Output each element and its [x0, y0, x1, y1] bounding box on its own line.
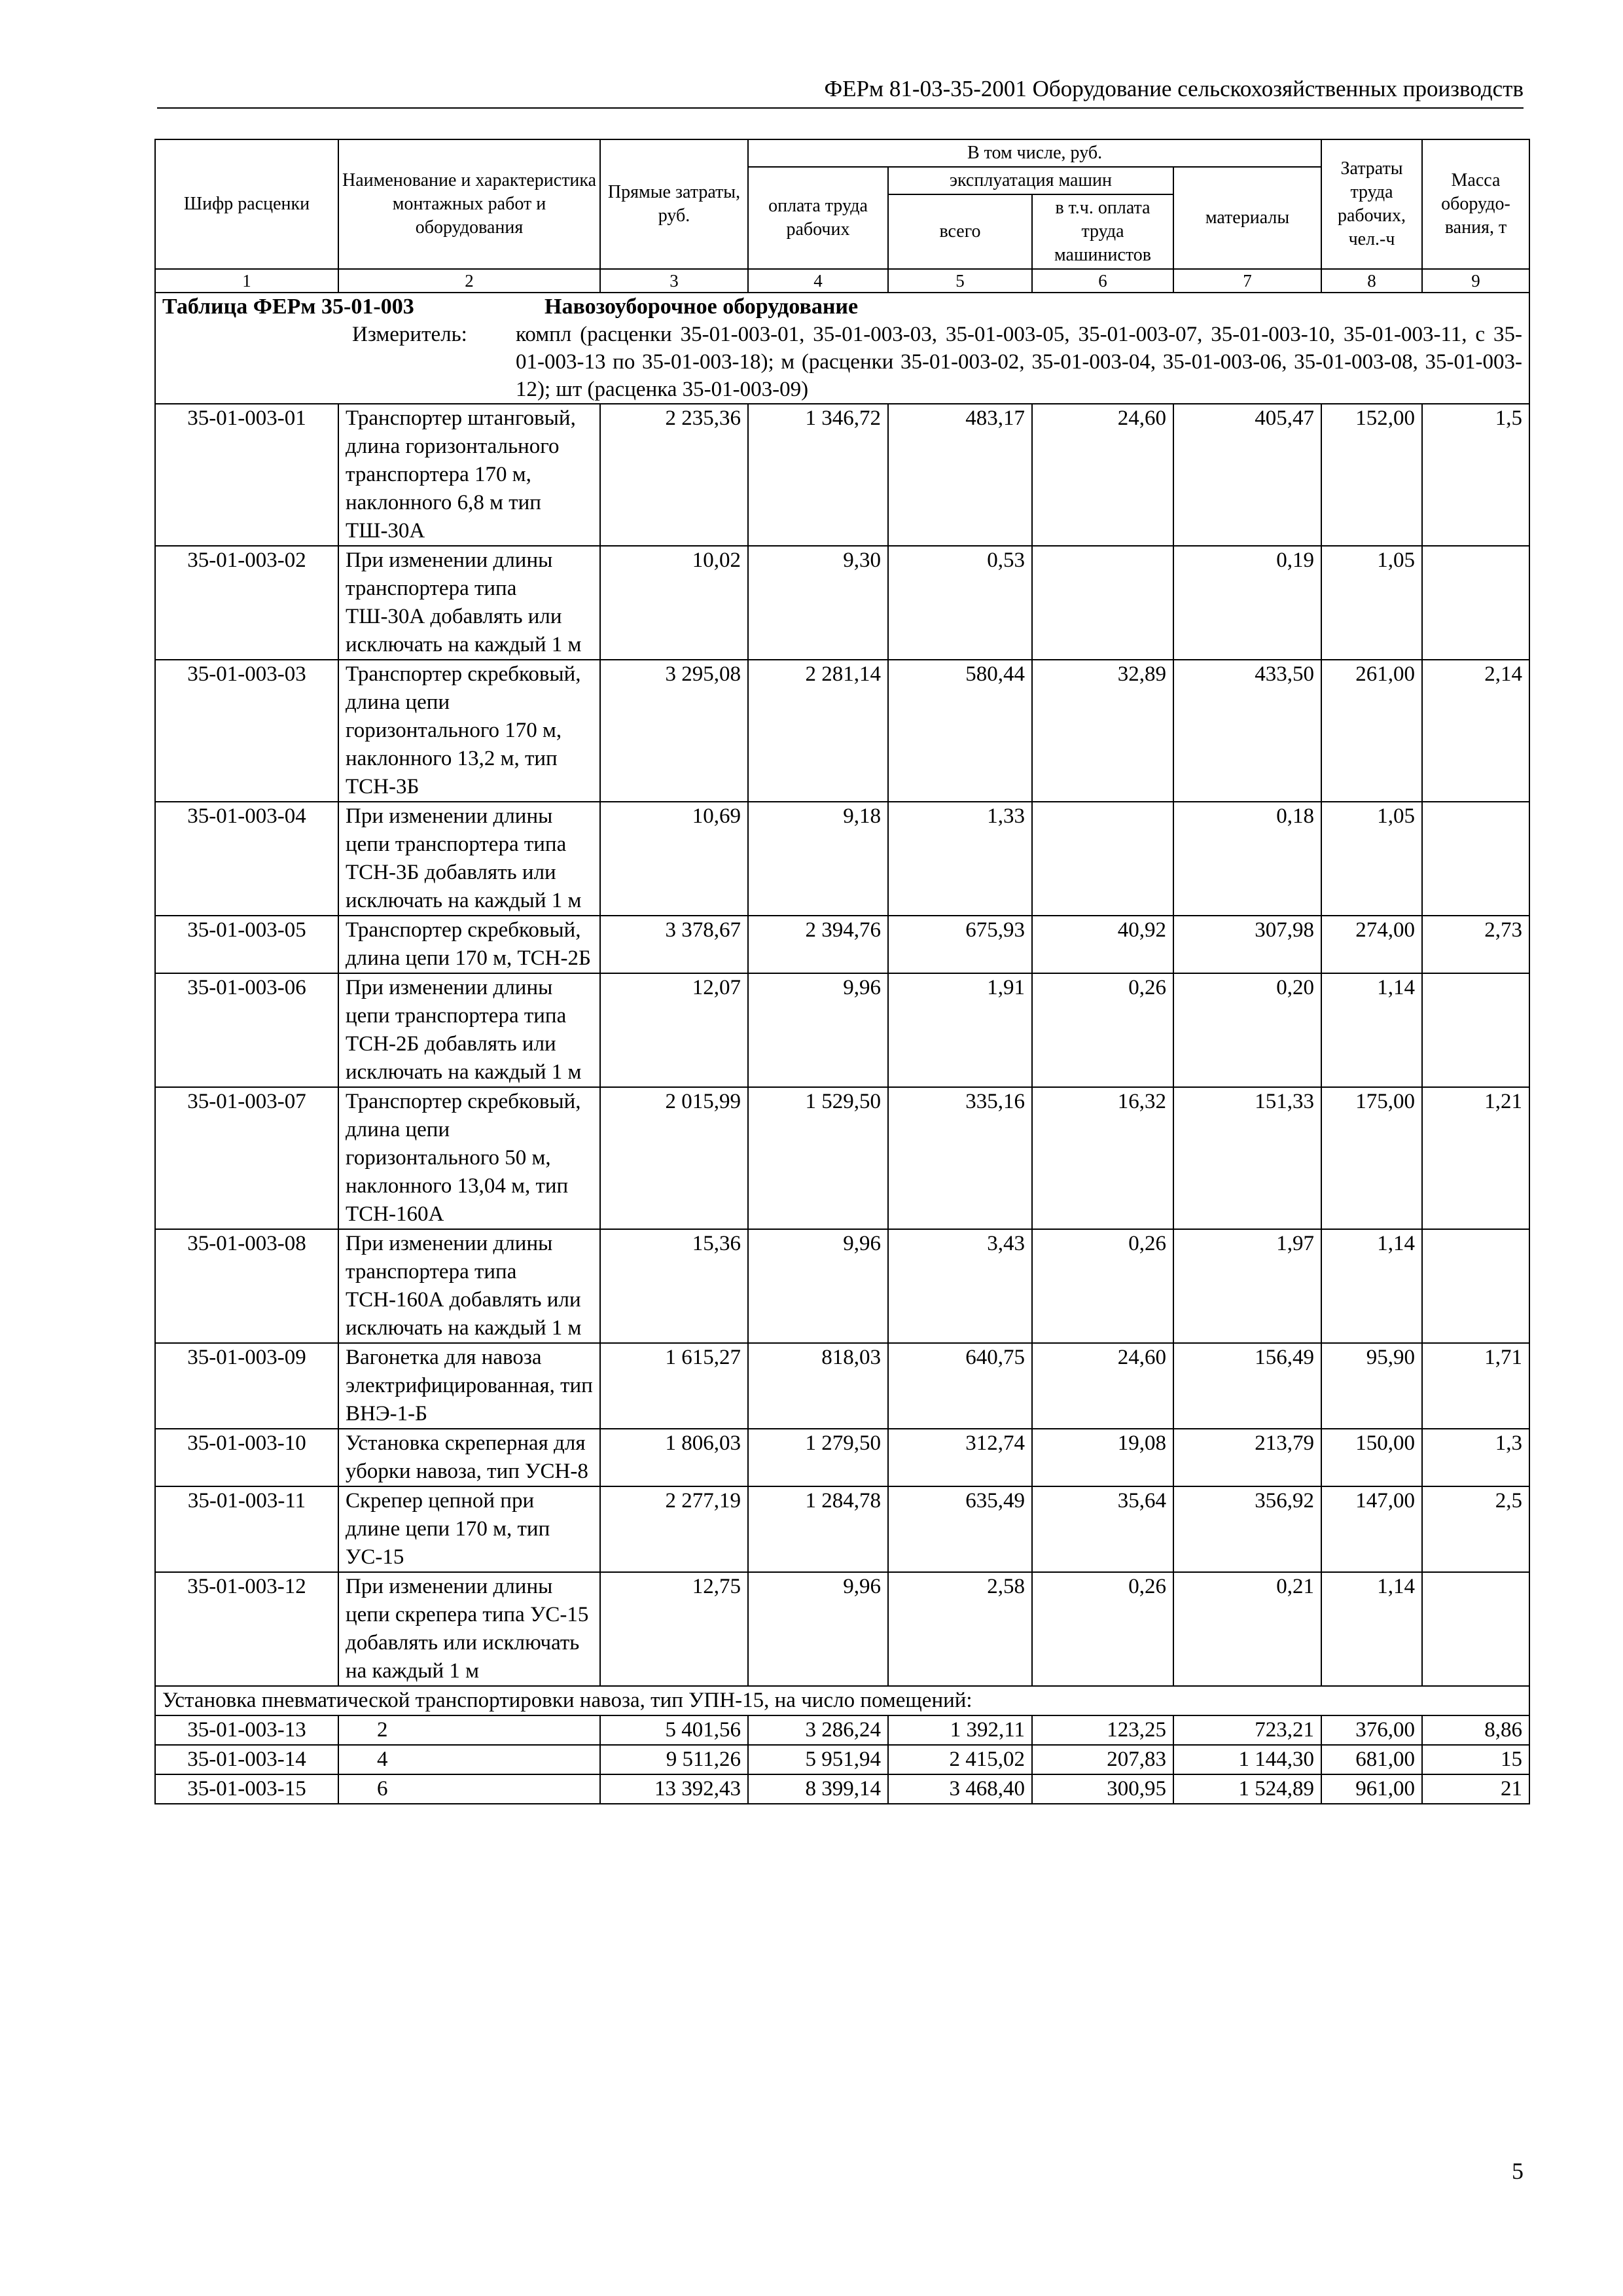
rate-name-cell: При изменении длины цепи скрепера типа УС-15 добавлять или исключать на каждый 1 м [338, 1572, 600, 1686]
rate-name-cell: Вагонетка для навоза электрифицированная, тип ВНЭ-1-Б [338, 1343, 600, 1429]
machine-cost-cell: 2,58 [888, 1572, 1032, 1686]
labor-cost-cell: 1 284,78 [748, 1486, 888, 1572]
table-row [155, 1774, 1529, 1804]
labor-hours-cell: 961,00 [1321, 1774, 1422, 1804]
machine-cost-cell: 3,43 [888, 1229, 1032, 1343]
materials-cost-cell: 1 524,89 [1173, 1774, 1321, 1804]
machine-cost-cell: 580,44 [888, 660, 1032, 802]
rate-code-cell: 35-01-003-12 [155, 1572, 338, 1686]
equipment-mass-cell [1422, 802, 1529, 916]
labor-hours-cell: 147,00 [1321, 1486, 1422, 1572]
machinist-cost-cell: 19,08 [1032, 1429, 1173, 1486]
col-number: 4 [748, 269, 888, 293]
table-row [155, 973, 1529, 1087]
subsection-title: Установка пневматической транспортировки навоза, тип УПН-15, на число помещений: [155, 1686, 1529, 1715]
labor-cost-cell: 1 529,50 [748, 1087, 888, 1229]
table-row [155, 660, 1529, 802]
materials-cost-cell: 433,50 [1173, 660, 1321, 802]
equipment-mass-cell: 2,14 [1422, 660, 1529, 802]
table-row [155, 1715, 1529, 1745]
labor-hours-cell: 376,00 [1321, 1715, 1422, 1745]
table-header [155, 139, 1529, 293]
table-row [155, 1229, 1529, 1343]
labor-hours-cell: 175,00 [1321, 1087, 1422, 1229]
equipment-mass-cell: 2,73 [1422, 916, 1529, 973]
col-number: 6 [1032, 269, 1173, 293]
machinist-cost-cell: 16,32 [1032, 1087, 1173, 1229]
direct-cost-cell: 2 277,19 [600, 1486, 748, 1572]
machine-cost-cell: 335,16 [888, 1087, 1032, 1229]
equipment-mass-cell: 21 [1422, 1774, 1529, 1804]
machinist-cost-cell: 24,60 [1032, 404, 1173, 546]
rate-name-cell: Скрепер цепной при длине цепи 170 м, тип УС-15 [338, 1486, 600, 1572]
machine-cost-cell: 1,91 [888, 973, 1032, 1087]
labor-hours-cell: 681,00 [1321, 1745, 1422, 1774]
col-number: 1 [155, 269, 338, 293]
equipment-mass-cell: 1,71 [1422, 1343, 1529, 1429]
machine-cost-cell: 3 468,40 [888, 1774, 1032, 1804]
materials-cost-cell: 405,47 [1173, 404, 1321, 546]
direct-cost-cell: 12,07 [600, 973, 748, 1087]
section-code: Таблица ФЕРм 35-01-003 [162, 295, 414, 319]
rate-name-cell: При изменении длины цепи транспортера типа ТСН-2Б добавлять или исключать на каждый 1 м [338, 973, 600, 1087]
direct-cost-cell: 10,02 [600, 546, 748, 660]
labor-cost-cell: 818,03 [748, 1343, 888, 1429]
col-header-name: Наименование и характеристика монтажных работ и оборудования [338, 139, 600, 269]
machine-cost-cell: 1 392,11 [888, 1715, 1032, 1745]
materials-cost-cell: 0,18 [1173, 802, 1321, 916]
machinist-cost-cell [1032, 802, 1173, 916]
table-row [155, 1429, 1529, 1486]
page-header-title: ФЕРм 81-03-35-2001 Оборудование сельскохозяйственных производств [157, 73, 1524, 109]
equipment-mass-cell: 2,5 [1422, 1486, 1529, 1572]
equipment-mass-cell: 15 [1422, 1745, 1529, 1774]
materials-cost-cell: 1 144,30 [1173, 1745, 1321, 1774]
rate-name-cell: Транспортер скребковый, длина цепи горизонтального 50 м, наклонного 13,04 м, тип ТСН-160А [338, 1087, 600, 1229]
table-row [155, 1572, 1529, 1686]
labor-hours-cell: 1,14 [1321, 1229, 1422, 1343]
table-row [155, 1087, 1529, 1229]
direct-cost-cell: 1 615,27 [600, 1343, 748, 1429]
labor-hours-cell: 152,00 [1321, 404, 1422, 546]
machinist-cost-cell: 123,25 [1032, 1715, 1173, 1745]
materials-cost-cell: 0,20 [1173, 973, 1321, 1087]
labor-hours-cell: 150,00 [1321, 1429, 1422, 1486]
rate-code-cell: 35-01-003-14 [155, 1745, 338, 1774]
rate-code-cell: 35-01-003-02 [155, 546, 338, 660]
labor-cost-cell: 1 346,72 [748, 404, 888, 546]
machine-cost-cell: 0,53 [888, 546, 1032, 660]
labor-hours-cell: 1,14 [1321, 973, 1422, 1087]
equipment-mass-cell [1422, 1229, 1529, 1343]
machinist-cost-cell: 32,89 [1032, 660, 1173, 802]
labor-hours-cell: 274,00 [1321, 916, 1422, 973]
rates-table [154, 139, 1530, 1804]
measure-label: Измеритель: [352, 323, 467, 346]
rate-code-cell: 35-01-003-13 [155, 1715, 338, 1745]
equipment-mass-cell [1422, 973, 1529, 1087]
direct-cost-cell: 13 392,43 [600, 1774, 748, 1804]
materials-cost-cell: 356,92 [1173, 1486, 1321, 1572]
machinist-cost-cell: 35,64 [1032, 1486, 1173, 1572]
machinist-cost-cell: 0,26 [1032, 1572, 1173, 1686]
direct-cost-cell: 15,36 [600, 1229, 748, 1343]
col-header-machines: эксплуатация машин [888, 167, 1173, 194]
col-number: 7 [1173, 269, 1321, 293]
rate-name-cell: Установка скреперная для уборки навоза, тип УСН-8 [338, 1429, 600, 1486]
table-row [155, 916, 1529, 973]
rate-code-cell: 35-01-003-06 [155, 973, 338, 1087]
rate-code-cell: 35-01-003-15 [155, 1774, 338, 1804]
direct-cost-cell: 1 806,03 [600, 1429, 748, 1486]
equipment-mass-cell: 8,86 [1422, 1715, 1529, 1745]
subsection-row [155, 1686, 1529, 1715]
labor-cost-cell: 9,18 [748, 802, 888, 916]
machine-cost-cell: 675,93 [888, 916, 1032, 973]
rate-code-cell: 35-01-003-05 [155, 916, 338, 973]
col-header-labor: оплата труда рабочих [748, 167, 888, 269]
materials-cost-cell: 723,21 [1173, 1715, 1321, 1745]
rate-code-cell: 35-01-003-10 [155, 1429, 338, 1486]
labor-cost-cell: 1 279,50 [748, 1429, 888, 1486]
equipment-mass-cell: 1,21 [1422, 1087, 1529, 1229]
col-number: 3 [600, 269, 748, 293]
direct-cost-cell: 3 295,08 [600, 660, 748, 802]
section-name: Навозоуборочное оборудование [544, 295, 859, 319]
machine-cost-cell: 312,74 [888, 1429, 1032, 1486]
rate-code-cell: 35-01-003-04 [155, 802, 338, 916]
machinist-cost-cell: 0,26 [1032, 973, 1173, 1087]
equipment-mass-cell: 1,3 [1422, 1429, 1529, 1486]
rate-code-cell: 35-01-003-01 [155, 404, 338, 546]
labor-hours-cell: 1,05 [1321, 802, 1422, 916]
materials-cost-cell: 151,33 [1173, 1087, 1321, 1229]
measure-text: компл (расценки 35-01-003-01, 35-01-003-03, 35-01-003-05, 35-01-003-07, 35-01-003-10, 35-01-003-11, с 35-01-003-13 по 35-01-003-18); м (расценки 35-01-003-02, 35-01-003-04, 35-01-003-06, 35-01-003-08, 35-01-003-12); шт (расценка 35-01-003-09) [516, 323, 1523, 401]
col-header-mass: Масса оборудо-вания, т [1422, 139, 1529, 269]
machinist-cost-cell: 0,26 [1032, 1229, 1173, 1343]
labor-cost-cell: 8 399,14 [748, 1774, 888, 1804]
direct-cost-cell: 3 378,67 [600, 916, 748, 973]
column-numbers-row [155, 269, 1529, 293]
rate-name-cell: При изменении длины транспортера типа ТСН-160А добавлять или исключать на каждый 1 м [338, 1229, 600, 1343]
col-header-hours: Затраты труда рабочих, чел.-ч [1321, 139, 1422, 269]
table-row [155, 1486, 1529, 1572]
rate-code-cell: 35-01-003-11 [155, 1486, 338, 1572]
equipment-mass-cell [1422, 1572, 1529, 1686]
rate-name-cell: 6 [338, 1774, 600, 1804]
rate-name-cell: При изменении длины транспортера типа ТШ-30А добавлять или исключать на каждый 1 м [338, 546, 600, 660]
labor-cost-cell: 2 394,76 [748, 916, 888, 973]
labor-hours-cell: 1,05 [1321, 546, 1422, 660]
machine-cost-cell: 483,17 [888, 404, 1032, 546]
labor-cost-cell: 9,30 [748, 546, 888, 660]
table-row [155, 1745, 1529, 1774]
page-number: 5 [1512, 2158, 1524, 2184]
equipment-mass-cell: 1,5 [1422, 404, 1529, 546]
materials-cost-cell: 213,79 [1173, 1429, 1321, 1486]
rate-name-cell: При изменении длины цепи транспортера типа ТСН-3Б добавлять или исключать на каждый 1 м [338, 802, 600, 916]
table-row [155, 1343, 1529, 1429]
equipment-mass-cell [1422, 546, 1529, 660]
col-header-code: Шифр расценки [155, 139, 338, 269]
machinist-cost-cell: 40,92 [1032, 916, 1173, 973]
rate-code-cell: 35-01-003-09 [155, 1343, 338, 1429]
machinist-cost-cell: 300,95 [1032, 1774, 1173, 1804]
machinist-cost-cell: 207,83 [1032, 1745, 1173, 1774]
direct-cost-cell: 9 511,26 [600, 1745, 748, 1774]
rate-name-cell: 2 [338, 1715, 600, 1745]
col-header-materials: материалы [1173, 167, 1321, 269]
machine-cost-cell: 1,33 [888, 802, 1032, 916]
table-row [155, 546, 1529, 660]
direct-cost-cell: 5 401,56 [600, 1715, 748, 1745]
col-number: 5 [888, 269, 1032, 293]
section-title-row [155, 293, 1529, 404]
direct-cost-cell: 10,69 [600, 802, 748, 916]
labor-hours-cell: 261,00 [1321, 660, 1422, 802]
col-header-direct: Прямые затраты, руб. [600, 139, 748, 269]
direct-cost-cell: 2 235,36 [600, 404, 748, 546]
machine-cost-cell: 2 415,02 [888, 1745, 1032, 1774]
materials-cost-cell: 156,49 [1173, 1343, 1321, 1429]
labor-cost-cell: 9,96 [748, 1572, 888, 1686]
rate-name-cell: Транспортер скребковый, длина цепи горизонтального 170 м, наклонного 13,2 м, тип ТСН-3Б [338, 660, 600, 802]
table-row [155, 802, 1529, 916]
labor-cost-cell: 9,96 [748, 1229, 888, 1343]
labor-hours-cell: 1,14 [1321, 1572, 1422, 1686]
labor-cost-cell: 9,96 [748, 973, 888, 1087]
labor-cost-cell: 5 951,94 [748, 1745, 888, 1774]
rate-name-cell: Транспортер штанговый, длина горизонтального транспортера 170 м, наклонного 6,8 м тип ТШ-30А [338, 404, 600, 546]
machinist-cost-cell: 24,60 [1032, 1343, 1173, 1429]
rate-name-cell: Транспортер скребковый, длина цепи 170 м, ТСН-2Б [338, 916, 600, 973]
materials-cost-cell: 1,97 [1173, 1229, 1321, 1343]
col-number: 2 [338, 269, 600, 293]
table-row [155, 404, 1529, 546]
labor-hours-cell: 95,90 [1321, 1343, 1422, 1429]
rate-name-cell: 4 [338, 1745, 600, 1774]
rate-code-cell: 35-01-003-08 [155, 1229, 338, 1343]
col-header-mach-labor: в т.ч. оплата труда машинистов [1032, 194, 1173, 269]
direct-cost-cell: 2 015,99 [600, 1087, 748, 1229]
labor-cost-cell: 3 286,24 [748, 1715, 888, 1745]
machine-cost-cell: 635,49 [888, 1486, 1032, 1572]
machinist-cost-cell [1032, 546, 1173, 660]
materials-cost-cell: 0,21 [1173, 1572, 1321, 1686]
materials-cost-cell: 307,98 [1173, 916, 1321, 973]
materials-cost-cell: 0,19 [1173, 546, 1321, 660]
col-header-group: В том числе, руб. [748, 139, 1321, 167]
rate-code-cell: 35-01-003-07 [155, 1087, 338, 1229]
direct-cost-cell: 12,75 [600, 1572, 748, 1686]
machine-cost-cell: 640,75 [888, 1343, 1032, 1429]
col-number: 8 [1321, 269, 1422, 293]
col-number: 9 [1422, 269, 1529, 293]
rate-code-cell: 35-01-003-03 [155, 660, 338, 802]
col-header-mach-total: всего [888, 194, 1032, 269]
labor-cost-cell: 2 281,14 [748, 660, 888, 802]
